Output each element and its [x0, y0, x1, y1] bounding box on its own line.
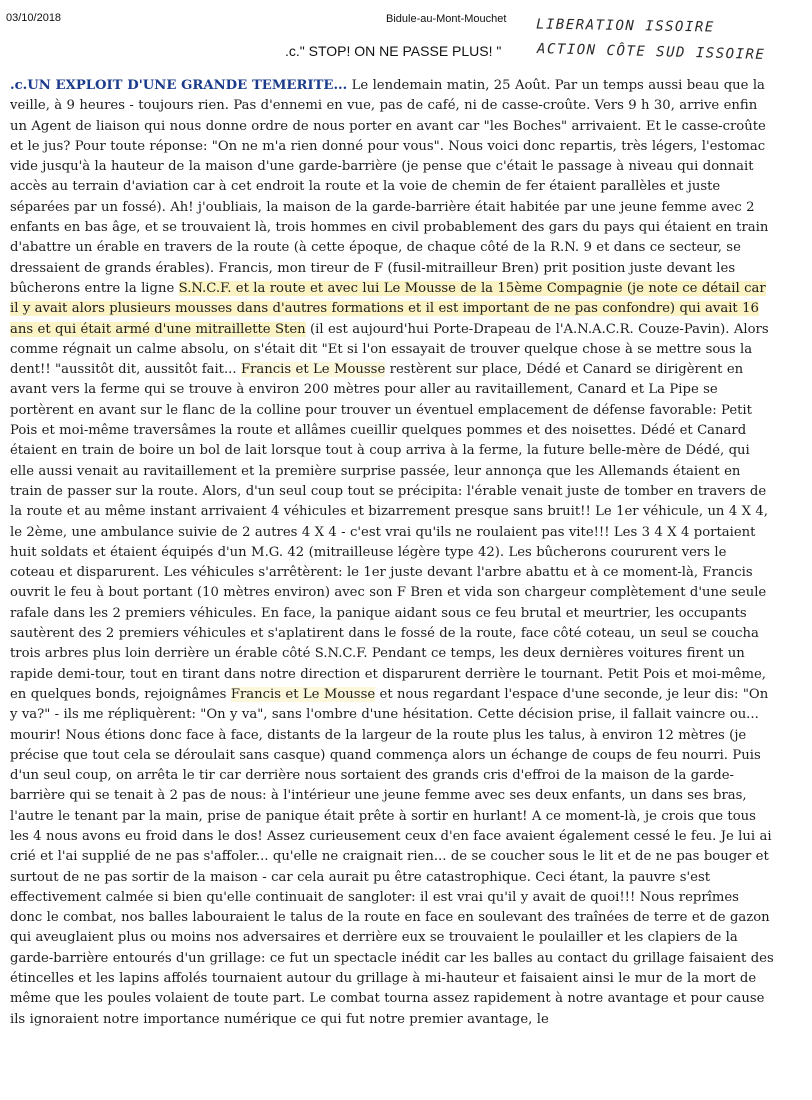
highlighted-names-2: Francis et Le Mousse	[230, 686, 376, 702]
print-date: 03/10/2018	[6, 12, 62, 24]
paragraph-part-1: Le lendemain matin, 25 Août. Par un temps aussi beau que la veille, à 9 heures - toujours rien. Pas d'ennemi en vue, pas de café, ni de casse-croûte. Vers 9 h 30, arrive enfin un Agent de liaison qui nous donne ordre de nous porter en avant car "les Boches" arrivaient. Et le casse-croûte et le jus? Pour toute réponse: "On ne m'a rien donné pour vous". Nous voici donc repartis, très légers, l'estomac vide jusqu'à la hauteur de la maison d'une garde-barrière (je pense que c'était le passage à niveau qui donnait accès au terrain d'aviation car à cet endroit la route et la voie de chemin de fer étaient parallèles et juste séparées par un fossé). Ah! j'oubliais, la maison de la garde-barrière était habitée par une jeune femme avec 2 enfants en bas âge, et se trouvaient là, trois hommes en civil probablement des gars du pays qui étaient en train d'abattre un érable en travers de la route (à cette époque, de chaque côté de la R.N. 9 et dans ce secteur, se dressaient de grands érables). Francis, mon tireur de F (fusil-mitrailleur Bren) prit position juste devant les bûcherons entre la ligne	[10, 78, 769, 296]
handwritten-note-line-2: ACTION CÔTE SUD ISSOIRE	[536, 41, 766, 63]
highlighted-passage: S.N.C.F. et la route et avec lui Le Mousse de la 15ème Compagnie (je note ce détail car il y avait alors plusieurs mousses dans d'autres formations et il est important de ne pas confondre) qui avait 16 ans et qui était armé d'une mitraillette Sten	[10, 280, 766, 337]
document-title: .c." STOP! ON NE PASSE PLUS! "	[285, 43, 502, 59]
section-heading: .c.UN EXPLOIT D'UNE GRANDE TEMERITE...	[10, 78, 348, 93]
handwritten-note-line-1: LIBERATION ISSOIRE	[535, 16, 715, 36]
paragraph-part-4: et nous regardant l'espace d'une seconde, je leur dis: "On y va?" - ils me répliquèrent: "On y va", sans l'ombre d'une hésitation. Cette décision prise, il fallait vaincre ou... mourir! Nous étions donc face à face, distants de la largeur de la route plus les talus, à environ 12 mètres (je précise que tout cela se déroulait sans casque) quand commença alors un échange de coups de feu nourri. Puis d'un seul coup, on arrêta le tir car derrière nous sortaient des grands cris d'effroi de la maison de la garde-barrière qui se tenait à 2 pas de nous: à l'intérieur une jeune femme avec ses deux enfants, un dans ses bras, l'autre le tenant par la main, prise de panique était prête à sortir en hurlant! A ce moment-là, je crois que tous les 4 nous avons eu froid dans le dos! Assez curieusement ceux d'en face avaient également cessé le feu. Je lui ai crié et l'ai supplié de ne pas s'affoler... qu'elle ne craignait rien... de se coucher sous le lit et de ne pas bouger et surtout de ne pas sortir de la maison - car cela aurait pu être catastrophique. Ceci étant, la pauvre s'est effectivement calmée si bien qu'elle continuait de sangloter: il est vrai qu'il y avait de quoi!!! Nous reprîmes donc le combat, nos balles labouraient le talus de la route en face en soulevant des traînées de terre et de gazon qui aveuglaient plus ou moins nos adversaires et derrière eux se trouvaient le poulailler et les clapiers de la garde-barrière entourés d'un grillage: ce fut un spectacle inédit car les balles au contact du grillage faisaient des étincelles et les lapins affolés tournaient autour du grillage à mi-hauteur et faisaient ainsi le mur de la mort de même que les poules volaient de toute part. Le combat tourna assez rapidement à notre avantage et pour cause ils ignoraient notre importance numérique ce qui fut notre premier avantage, le	[10, 686, 774, 1027]
body-text	[10, 76, 774, 1030]
paragraph-part-2: (il est aujourd'hui Porte-Drapeau de l'A.N.A.C.R. Couze-Pavin). Alors comme régnait un calme absolu, on s'était dit "Et si l'on essayait de trouver quelque chose à se mettre sous la dent!! "aussitôt dit, aussitôt fait...	[10, 321, 769, 378]
highlighted-names-1: Francis et Le Mousse	[240, 362, 386, 378]
paragraph-part-3: restèrent sur place, Dédé et Canard se dirigèrent en avant vers la ferme qui se trouve à environ 200 mètres pour aller au ravitaillement, Canard et La Pipe se portèrent en avant sur le flanc de la colline pour trouver un éventuel emplacement de défense favorable: Petit Pois et moi-même traversâmes la route et allâmes cueillir quelques pommes et des noisettes. Dédé et Canard étaient en train de boire un bol de lait lorsque tout à coup arriva à la ferme, la future belle-mère de Dédé, qui elle aussi venait au ravitaillement et la première surprise passée, leur annonça que les Allemands étaient en train de passer sur la route. Alors, d'un seul coup tout se précipita: l'érable venait juste de tomber en travers de la route et au même instant arrivaient 4 véhicules et bizarrement presque sans bruit!! Le 1er véhicule, un 4 X 4, le 2ème, une ambulance suivie de 2 autres 4 X 4 - c'est vrai qu'ils ne roulaient pas vite!!! Les 3 4 X 4 portaient huit soldats et étaient équipés d'un M.G. 42 (mitrailleuse légère type 42). Les bûcherons coururent vers le coteau et disparurent. Les véhicules s'arrêtèrent: le 1er juste devant l'arbre abattu et à ce moment-là, Francis ouvrit le feu à bout portant (10 mètres environ) avec son F Bren et vida son chargeur complètement d'une seule rafale dans les 2 premiers véhicules. En face, la panique aidant sous ce feu brutal et meurtrier, les occupants sautèrent des 2 premiers véhicules et s'aplatirent dans le fossé de la route, face côté coteau, un seul se coucha trois arbres plus loin derrière un érable côté S.N.C.F. Pendant ce temps, les deux dernières voitures firent un rapide demi-tour, tout en tirant dans notre direction et disparurent derrière le tournant. Petit Pois et moi-même, en quelques bonds, rejoignâmes	[10, 362, 768, 702]
site-name: Bidule-au-Mont-Mouchet	[386, 13, 507, 25]
